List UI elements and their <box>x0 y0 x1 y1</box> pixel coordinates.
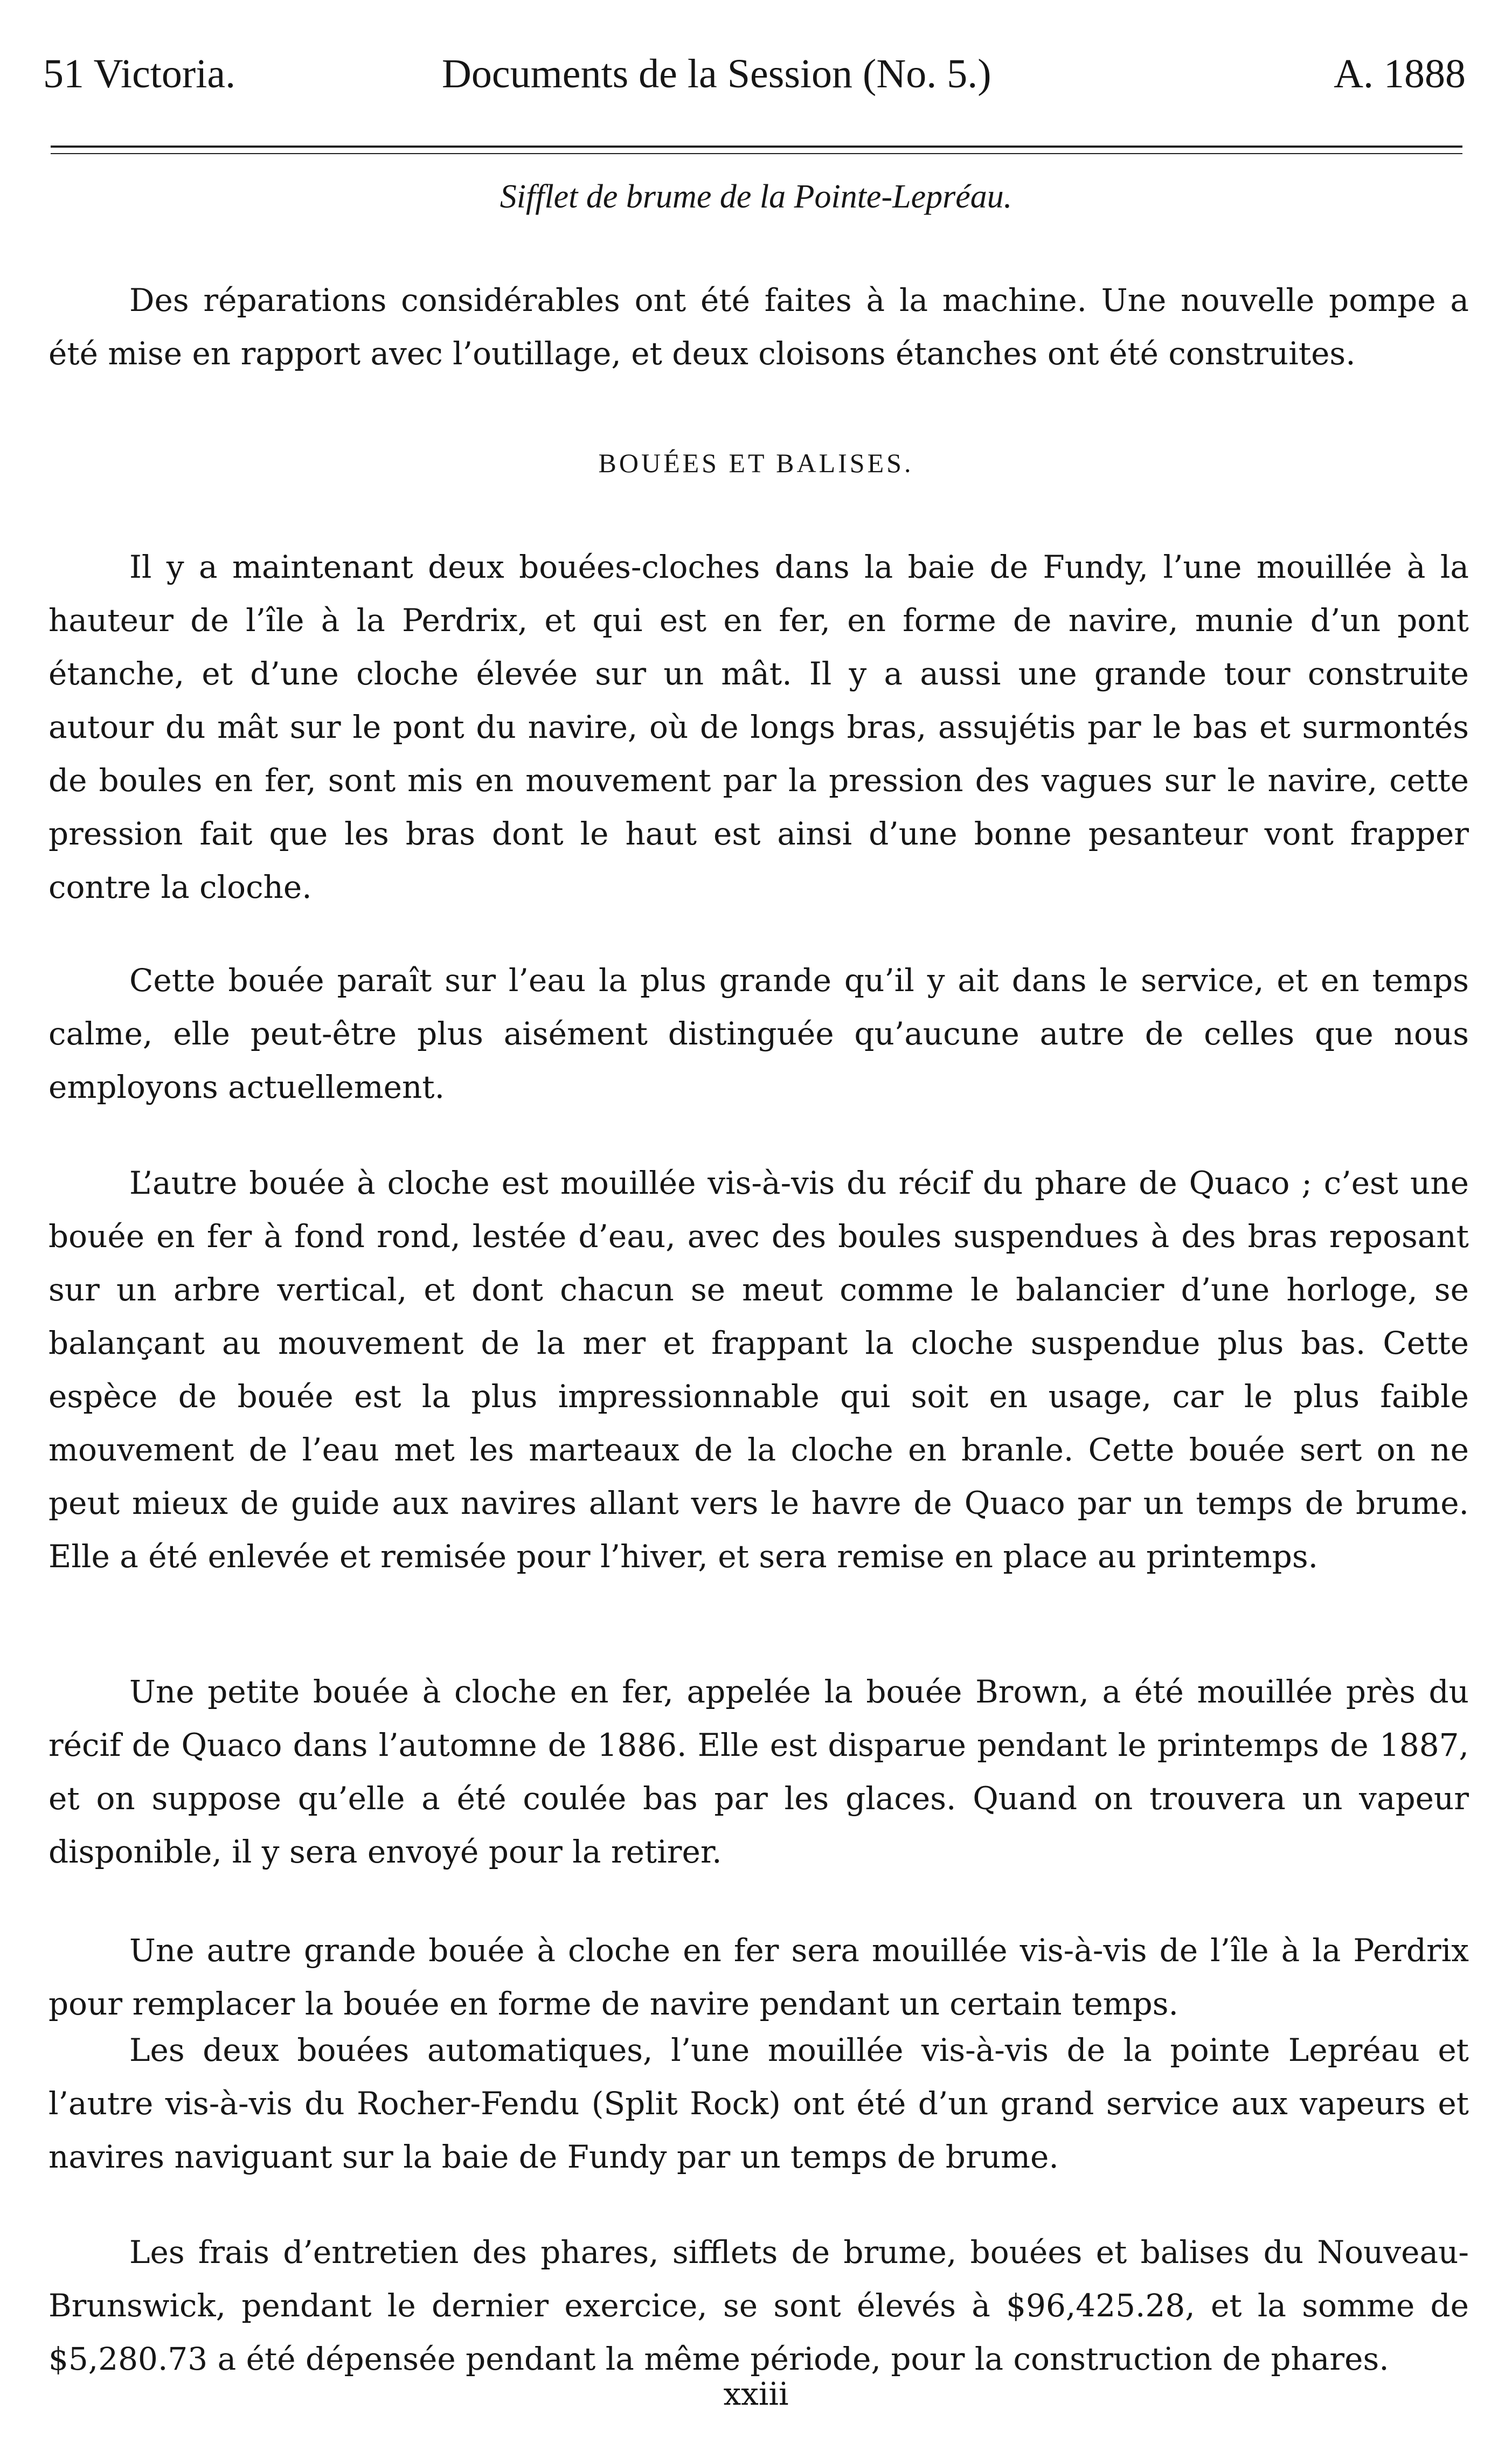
paragraph: Les frais d’entretien des phares, sifflets de brume, bouées et balises du Nouveau-Brunswick, pendant le dernier exercice, se sont élevés à $96,425.28, et la somme de $5,280.73 a été dépensée pendant la même période, pour la construction de phares. <box>48 2234 1469 2377</box>
section-title-fog-whistle: Sifflet de brume de la Pointe-Lepréau. <box>500 178 1012 215</box>
paragraph: Une autre grande bouée à cloche en fer sera mouillée vis-à-vis de l’île à la Perdrix pour remplacer la bouée en forme de navire pendant un certain temps. <box>48 1932 1469 2022</box>
header-rule-thin <box>51 153 1462 154</box>
header-left: 51 Victoria. <box>43 51 236 96</box>
paragraph: Les deux bouées automatiques, l’une mouillée vis-à-vis de la pointe Lepréau et l’autre vis-à-vis du Rocher-Fendu (Split Rock) ont été d’un grand service aux vapeurs et navires naviguant sur la baie de Fundy par un temps de brume. <box>48 2032 1469 2175</box>
page-number: xxiii <box>723 2376 789 2412</box>
section-title-buoys: BOUÉES ET BALISES. <box>598 448 914 478</box>
header-rule <box>51 146 1462 148</box>
paragraph: Cette bouée paraît sur l’eau la plus grande qu’il y ait dans le service, et en temps calme, elle peut-être plus aisément distinguée qu’aucune autre de celles que nous employons actuellement. <box>48 962 1469 1105</box>
header-center: Documents de la Session (No. 5.) <box>442 51 991 96</box>
paragraph: Il y a maintenant deux bouées-cloches dans la baie de Fundy, l’une mouillée à la hauteur de l’île à la Perdrix, et qui est en fer, en forme de navire, munie d’un pont étanche, et d’une cloche élevée sur un mât. Il y a aussi une grande tour construite autour du mât sur le pont du navire, où de longs bras, assujétis par le bas et surmontés de boules en fer, sont mis en mouvement par la pression des vagues sur le navire, cette pression fait que les bras dont le haut est ainsi d’une bonne pesanteur vont frapper contre la cloche. <box>48 549 1469 905</box>
paragraph: Une petite bouée à cloche en fer, appelée la bouée Brown, a été mouillée près du récif de Quaco dans l’automne de 1886. Elle est disparue pendant le printemps de 1887, et on suppose qu’elle a été coulée bas par les glaces. Quand on trouvera un vapeur disponible, il y sera envoyé pour la retirer. <box>48 1673 1469 1870</box>
page-header <box>43 50 1466 98</box>
header-right: A. 1888 <box>1334 51 1466 96</box>
paragraph: L’autre bouée à cloche est mouillée vis-à-vis du récif du phare de Quaco ; c’est une bouée en fer à fond rond, lestée d’eau, avec des boules suspendues à des bras reposant sur un arbre vertical, et dont chacun se meut comme le balancier d’une horloge, se balançant au mouvement de la mer et frappant la cloche suspendue plus bas. Cette espèce de bouée est la plus impressionnable qui soit en usage, car le plus faible mouvement de l’eau met les marteaux de la cloche en branle. Cette bouée sert on ne peut mieux de guide aux navires allant vers le havre de Quaco par un temps de brume. Elle a été enlevée et remisée pour l’hiver, et sera remise en place au printemps. <box>48 1165 1469 1575</box>
paragraph: Des réparations considérables ont été faites à la machine. Une nouvelle pompe a été mise en rapport avec l’outillage, et deux cloisons étanches ont été construites. <box>48 282 1469 372</box>
